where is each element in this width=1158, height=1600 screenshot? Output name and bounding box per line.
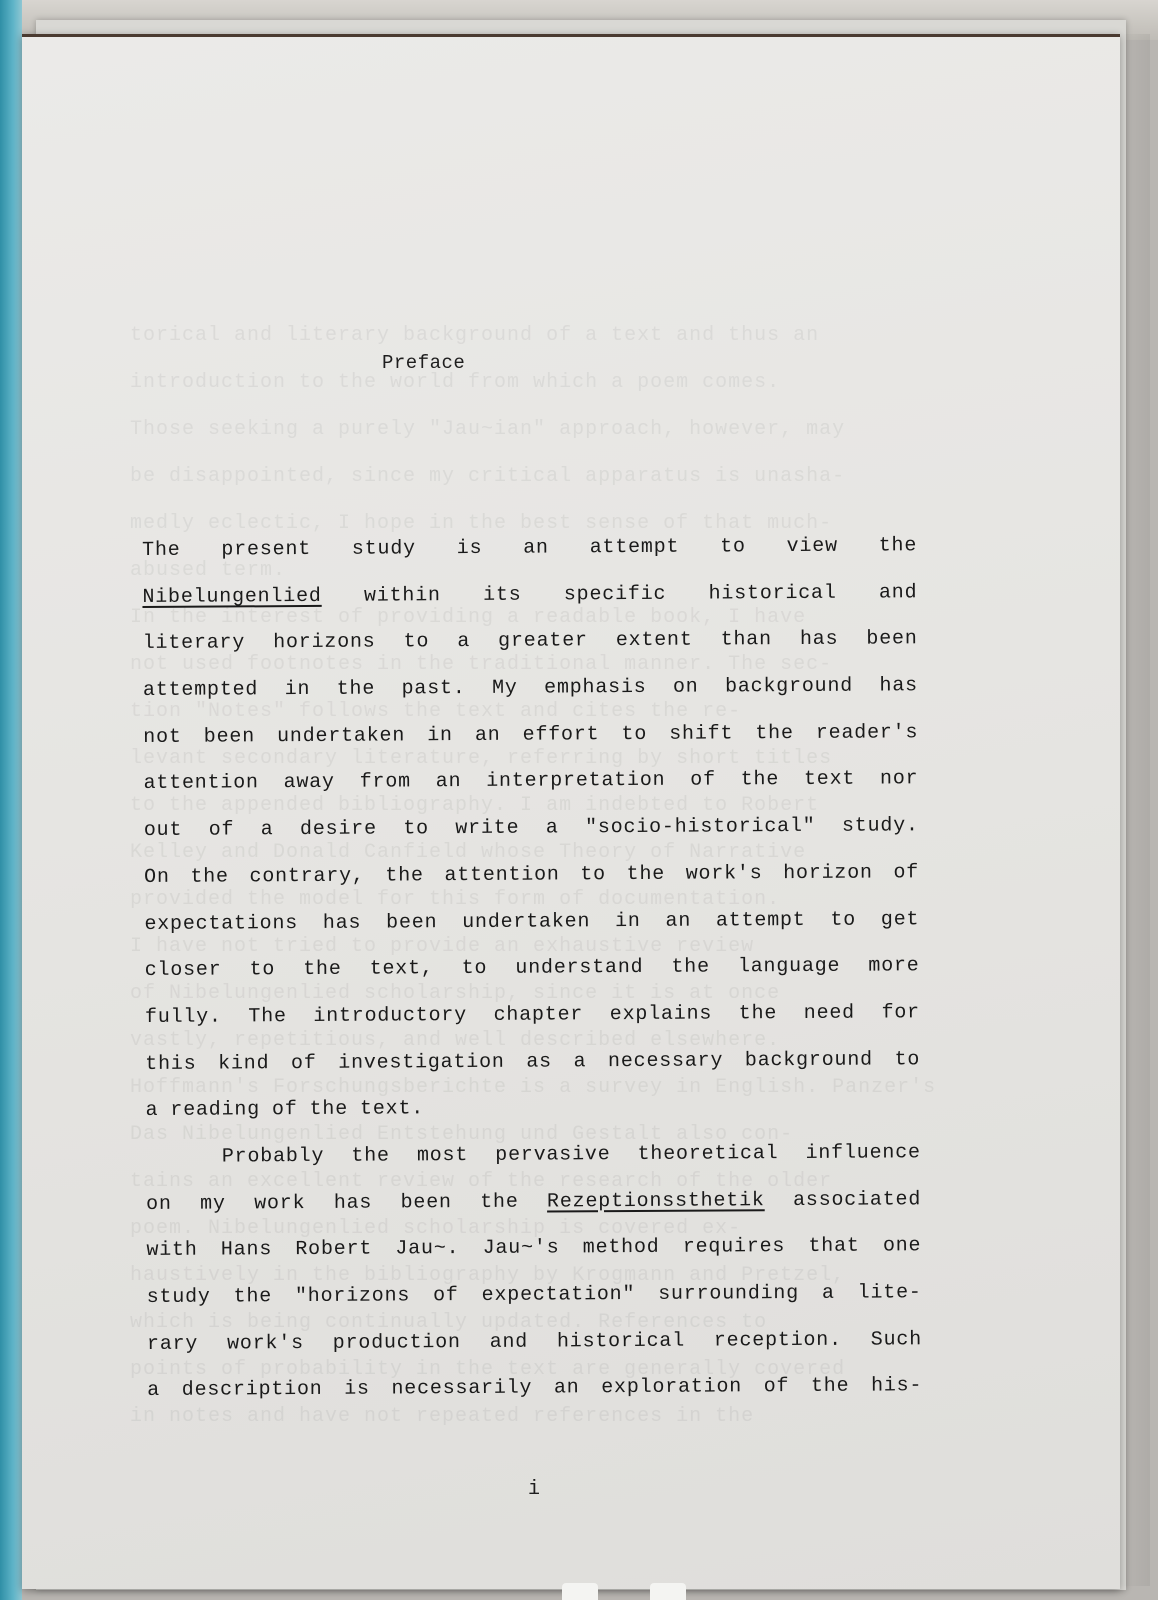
word: a	[545, 816, 559, 840]
word: the	[303, 957, 342, 982]
word: that	[808, 1234, 860, 1259]
word: than	[720, 628, 772, 652]
word: within	[363, 583, 441, 608]
word: Jau~'s	[482, 1236, 560, 1261]
word: an	[553, 1376, 580, 1400]
word: a	[457, 630, 471, 654]
word: literary	[142, 631, 246, 656]
word: the	[480, 1190, 519, 1214]
word: need	[803, 1001, 856, 1025]
word: away	[283, 771, 335, 795]
word: undertaken	[277, 724, 406, 748]
word: historical	[556, 1329, 686, 1354]
word: not	[143, 725, 182, 749]
page-edge-shadow	[1120, 34, 1150, 1586]
word: lite-	[857, 1281, 922, 1305]
word: investigation	[338, 1050, 505, 1075]
word: reception.	[713, 1328, 842, 1353]
word: the	[351, 1144, 390, 1168]
word: attempted	[142, 678, 259, 703]
word: description	[181, 1378, 323, 1403]
word: attention	[444, 863, 560, 887]
word: necessarily	[391, 1377, 533, 1401]
word: has	[879, 674, 919, 698]
text-line	[147, 1270, 922, 1321]
word: the	[190, 865, 229, 889]
word: text	[803, 768, 856, 792]
page-heading: Preface	[382, 352, 466, 374]
word: to	[249, 958, 276, 982]
word: the	[309, 1098, 349, 1122]
word: background	[744, 1048, 873, 1072]
word: view	[786, 534, 838, 559]
word: to	[403, 630, 430, 654]
word: "horizons	[294, 1284, 411, 1309]
text-line	[145, 1084, 920, 1135]
word: closer	[144, 958, 222, 983]
text-line	[145, 943, 920, 994]
underlined-title: Nibelungenlied	[142, 584, 322, 609]
page-number: i	[528, 1478, 541, 1501]
text-line	[145, 1037, 920, 1088]
word: to	[621, 722, 648, 746]
word: as	[526, 1050, 552, 1074]
word: "socio-historical"	[585, 815, 816, 840]
word: been	[386, 910, 438, 935]
text-line	[144, 850, 919, 901]
word: of	[208, 818, 235, 842]
word: on	[146, 1192, 172, 1216]
word: more	[868, 954, 920, 978]
text-line	[143, 757, 918, 808]
word: shift	[669, 722, 734, 746]
word: the	[233, 1285, 273, 1309]
word: a	[260, 818, 274, 842]
word: been	[203, 725, 256, 749]
word: to	[830, 908, 857, 932]
word: method	[582, 1236, 660, 1260]
word: contrary,	[249, 864, 365, 889]
text-line	[143, 663, 918, 714]
word: introductory	[313, 1003, 468, 1028]
word: exploration	[601, 1375, 743, 1400]
word: an	[523, 536, 549, 560]
blue-binder-edge	[0, 0, 22, 1600]
binder-clip-right	[650, 1583, 686, 1600]
word: is	[344, 1377, 370, 1402]
word: the	[738, 1002, 778, 1026]
underlined-title: Rezeptionssthetik	[546, 1188, 765, 1214]
word: greater	[498, 629, 588, 654]
text-line	[142, 523, 917, 574]
word: in	[284, 678, 311, 702]
word: Such	[870, 1327, 923, 1352]
word: out	[143, 818, 183, 843]
word: horizon	[783, 861, 873, 885]
word: has	[322, 911, 362, 935]
word: necessary	[607, 1049, 724, 1073]
word: Robert	[295, 1237, 373, 1262]
word: production	[332, 1330, 461, 1355]
word: study	[351, 537, 416, 561]
word: of	[690, 768, 716, 793]
word: an	[665, 909, 692, 933]
text-line	[147, 1364, 922, 1415]
word: fully.	[144, 1005, 222, 1029]
word: the	[385, 864, 424, 888]
word: language	[737, 954, 841, 979]
word: and	[878, 580, 918, 605]
binder-clip-left	[562, 1583, 598, 1600]
word: surrounding	[658, 1282, 800, 1306]
word: of	[893, 861, 920, 885]
word: undertaken	[462, 909, 591, 934]
word: a	[145, 1099, 159, 1123]
word: requires	[682, 1235, 786, 1260]
text-line	[146, 1224, 921, 1275]
word: a	[821, 1281, 835, 1305]
word: a	[573, 1049, 587, 1073]
word: a	[147, 1379, 161, 1403]
word: of	[290, 1051, 317, 1075]
word: the	[810, 1375, 850, 1399]
word: study.	[841, 814, 919, 838]
word: understand	[515, 956, 644, 980]
word: The	[142, 538, 181, 562]
word: has	[333, 1191, 373, 1215]
text-line	[146, 1130, 921, 1181]
text-line	[142, 570, 917, 621]
preface-body	[142, 523, 922, 1415]
word: interpretation	[486, 769, 666, 794]
word: reader's	[815, 721, 919, 745]
word: emphasis	[544, 675, 647, 700]
word: My	[491, 676, 518, 700]
word: work	[254, 1191, 306, 1215]
word: in	[427, 723, 453, 748]
word: my	[200, 1192, 226, 1216]
word: On	[144, 865, 170, 889]
word: of	[271, 1098, 298, 1122]
word: horizons	[273, 630, 376, 655]
word: the	[626, 862, 666, 886]
word: to	[580, 862, 607, 887]
word: reading	[170, 1098, 261, 1123]
word: present	[221, 537, 312, 562]
word: explains	[609, 1002, 713, 1027]
word: kind	[218, 1051, 270, 1076]
word: background	[724, 674, 854, 699]
word: to	[894, 1047, 921, 1071]
word: has	[799, 628, 839, 652]
word: from	[359, 770, 411, 795]
word: expectations	[144, 911, 299, 936]
word: the	[878, 534, 918, 558]
text-line	[146, 1177, 921, 1228]
word: expectation"	[481, 1283, 636, 1307]
text-line	[144, 803, 919, 854]
word: his-	[870, 1374, 923, 1398]
word: an	[435, 770, 462, 794]
word: for	[881, 1001, 921, 1025]
word: attempt	[589, 535, 680, 560]
word: on	[672, 675, 699, 699]
word: been	[866, 627, 918, 651]
word: write	[455, 816, 520, 841]
word: specific	[563, 582, 667, 607]
word: rary	[146, 1332, 199, 1356]
word: of	[763, 1375, 790, 1399]
word: text.	[359, 1097, 425, 1121]
word: of	[433, 1284, 459, 1308]
text-line	[143, 617, 918, 668]
word: pervasive	[495, 1143, 611, 1167]
text-line	[143, 710, 918, 761]
word: effort	[522, 722, 600, 747]
word: and	[489, 1330, 529, 1354]
word: Hans	[220, 1238, 273, 1262]
word: Probably	[221, 1144, 325, 1169]
word: desire	[299, 817, 377, 842]
text-line	[145, 990, 920, 1041]
word: an	[474, 723, 501, 747]
text-line	[147, 1317, 922, 1368]
word: is	[456, 536, 483, 561]
word: one	[882, 1234, 922, 1258]
word: theoretical	[637, 1142, 779, 1166]
word: with	[146, 1238, 198, 1263]
word: the	[671, 955, 710, 979]
word: the	[740, 768, 780, 792]
word: study	[146, 1285, 211, 1309]
word: work's	[227, 1331, 304, 1356]
word: get	[880, 907, 920, 931]
word: The	[248, 1004, 287, 1029]
word: the	[755, 721, 794, 746]
word: historical	[708, 581, 837, 606]
word: been	[400, 1190, 452, 1215]
word: chapter	[493, 1003, 584, 1027]
word: to	[461, 957, 488, 981]
word: to	[720, 535, 746, 559]
word: extent	[615, 629, 693, 653]
word: the	[336, 677, 376, 701]
word: this	[145, 1052, 197, 1076]
word: work's	[685, 862, 763, 886]
word: nor	[879, 767, 919, 791]
word: attention	[143, 771, 259, 796]
word: attempt	[715, 908, 806, 933]
word: Jau~.	[395, 1237, 460, 1261]
word: its	[483, 583, 522, 607]
word: past.	[401, 677, 466, 701]
word: to	[403, 817, 429, 841]
word: in	[614, 909, 641, 933]
word: text,	[369, 957, 434, 981]
text-line	[144, 897, 919, 948]
word: associated	[793, 1187, 922, 1212]
word: most	[416, 1143, 469, 1168]
word: influence	[805, 1141, 921, 1165]
